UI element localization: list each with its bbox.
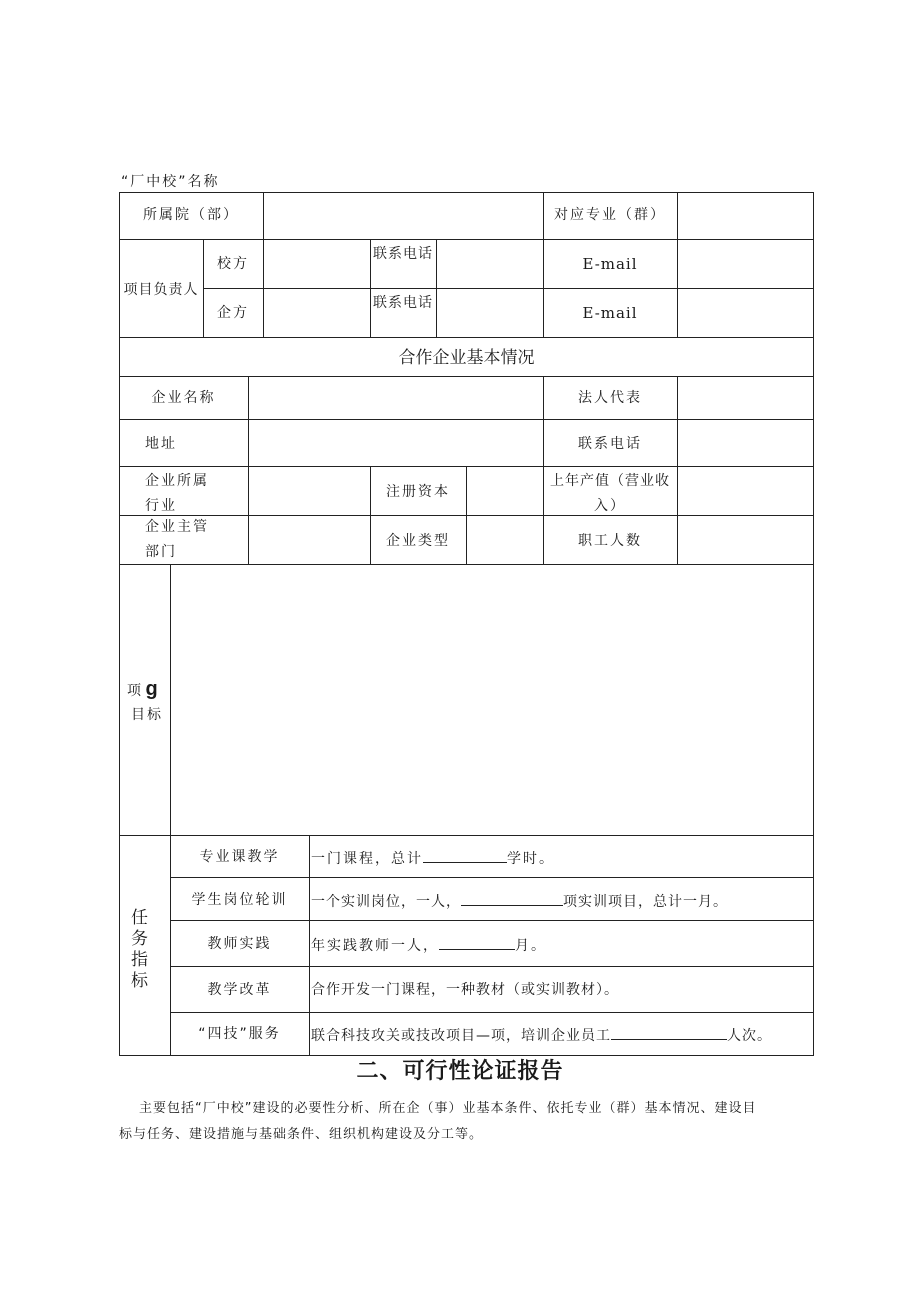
row-rule [170,877,814,878]
dept-label: 所属院（部） [143,207,239,223]
company-type-field[interactable] [468,517,542,563]
col-rule [309,835,310,1056]
col-rule [370,466,371,565]
school-side-label: 校方 [217,256,249,272]
task-text-four-tech-services: 联合科技攻关或技改项目—项，培训企业员工 人次。 [311,1025,772,1045]
output-value-label-line-2: 入） [594,498,626,514]
row-rule [170,966,814,967]
address-field[interactable] [250,421,542,465]
school-leader-name-field[interactable] [265,241,369,287]
address-label: 地址 [145,436,177,452]
row-rule [119,376,814,377]
row-rule [170,1012,814,1013]
company-name-field[interactable] [250,378,542,418]
staff-count-label: 职工人数 [578,533,642,549]
col-rule [466,466,467,565]
row-rule [119,835,814,836]
industry-label-line-1: 企业所属 [145,473,209,489]
company-phone-label: 联系电话 [373,295,433,311]
project-goal-field[interactable] [172,566,811,834]
col-rule [263,239,264,338]
project-goal-label [127,680,167,700]
task-text-course-teaching: 一门课程，总计 学时。 [311,848,555,868]
project-goal-label-glyph: g [145,678,158,700]
output-value-field[interactable] [679,468,811,514]
col-rule [677,192,678,240]
col-rule [677,239,678,338]
staff-count-field[interactable] [679,517,811,563]
school-email-field[interactable] [679,241,811,287]
school-phone-field[interactable] [438,241,542,287]
legal-rep-label: 法人代表 [578,390,642,406]
company-leader-name-field[interactable] [265,290,369,336]
col-rule [677,376,678,565]
legal-rep-field[interactable] [679,378,811,418]
table-border-bottom [119,1055,814,1056]
contact-phone-field[interactable] [679,421,811,465]
school-email-label: E-mail [582,255,638,273]
company-side-label: 企方 [217,305,249,321]
table-border-top [119,192,814,193]
table-border-left [119,192,120,1056]
task-text-student-rotation: 一个实训岗位，一人， 项实训项目，总计一月。 [311,891,728,911]
task-label-teaching-reform: 教学改革 [207,982,272,998]
trained-staff-blank[interactable] [611,1025,727,1040]
authority-label-line-2: 部门 [145,544,177,560]
feasibility-report-heading: 二、可行性论证报告 [356,1059,564,1084]
contact-phone-label: 联系电话 [578,436,642,452]
task-indicators-label: 任务指标 [131,908,148,991]
task-label-course-teaching: 专业课教学 [199,849,280,865]
output-value-label-line-1: 上年产值（营业收 [550,473,670,489]
col-rule [263,192,264,240]
company-email-field[interactable] [679,290,811,336]
row-rule [119,337,814,338]
course-hours-blank[interactable] [423,848,507,863]
company-info-section-title: 合作企业基本情况 [398,348,535,368]
table-border-right [813,192,814,1056]
company-phone-field[interactable] [438,290,542,336]
authority-label-line-1: 企业主管 [145,519,209,535]
authority-field[interactable] [250,517,369,563]
dept-field[interactable] [265,194,541,238]
major-field[interactable] [679,194,811,238]
col-rule [203,239,204,338]
major-label: 对应专业（群） [554,207,666,223]
project-leader-label: 项目负责人 [123,282,199,298]
project-goal-label-part-2: 目标 [131,707,163,723]
industry-label-line-2: 行业 [145,498,177,514]
task-label-four-tech-services: “四技”服务 [198,1026,281,1042]
company-email-label: E-mail [582,304,638,322]
practice-months-blank[interactable] [439,935,515,950]
row-rule [119,419,814,420]
factory-school-name-label: “厂中校”名称 [121,174,220,190]
registered-capital-field[interactable] [468,468,542,514]
task-label-teacher-practice: 教师实践 [207,936,272,952]
registered-capital-label: 注册资本 [386,484,450,500]
training-projects-blank[interactable] [461,891,563,906]
task-text-teaching-reform: 合作开发一门课程，一种教材（或实训教材）。 [311,982,619,998]
row-rule [203,288,814,289]
company-name-label: 企业名称 [151,390,216,406]
col-rule [543,239,544,338]
company-type-label: 企业类型 [386,533,450,549]
report-body-line-1: 主要包括“厂中校”建设的必要性分析、所在企（事）业基本条件、依托专业（群）基本情况、建设目 [139,1101,757,1116]
report-body-line-2: 标与任务、建设措施与基础条件、组织机构建设及分工等。 [119,1127,484,1142]
project-goal-label-part-1: 项 [127,683,141,699]
col-rule [436,239,437,338]
school-phone-label: 联系电话 [373,246,433,262]
task-text-teacher-practice: 年实践教师一人， 月。 [311,935,547,955]
row-rule [170,920,814,921]
col-rule [248,376,249,565]
industry-field[interactable] [250,468,369,514]
row-rule [119,239,814,240]
task-label-student-rotation: 学生岗位轮训 [191,892,288,908]
